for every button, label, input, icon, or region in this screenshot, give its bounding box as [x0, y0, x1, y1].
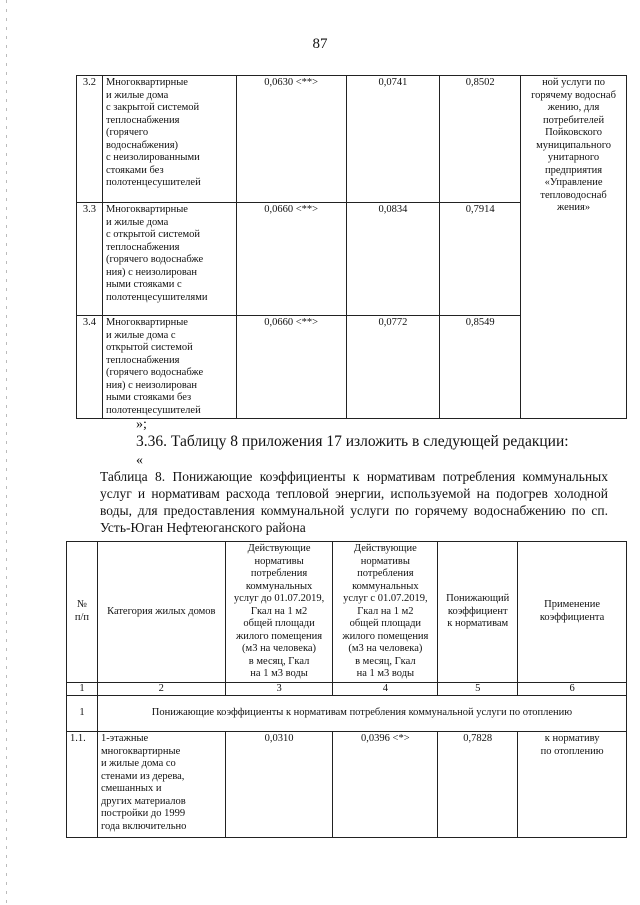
- norm-after: 0,0772: [346, 316, 440, 419]
- table-header-row: [67, 542, 627, 683]
- norm-after: 0,0834: [346, 203, 440, 316]
- table-row: [67, 732, 627, 838]
- column-number: 6: [518, 682, 627, 696]
- row-number: 1.1.: [67, 732, 98, 838]
- header-number: № п/п: [67, 542, 98, 683]
- header-category: Категория жилых домов: [97, 542, 225, 683]
- header-norm-before: Действующие нормативы потребления коммунальных услуг до 01.07.2019, Гкал на 1 м2 общей площади жилого помещения (м3 на человека) в месяц, Гкал на 1 м3 воды: [225, 542, 333, 683]
- header-norm-after: Действующие нормативы потребления коммунальных услуг с 01.07.2019, Гкал на 1 м2 общей площади жилого помещения (м3 на человека) в месяц, Гкал на 1 м3 воды: [333, 542, 438, 683]
- reduction-coefficient: 0,8502: [440, 76, 521, 203]
- coefficient-application: ной услуги по горячему водоснаб жению, для потребителей Пойковского муниципального унитарного предприятия «Управление тепловодоснаб жения»: [521, 76, 627, 419]
- coefficient-application: к нормативу по отоплению: [518, 732, 627, 838]
- header-coefficient: Понижающий коэффициент к нормативам: [438, 542, 518, 683]
- section-row: [67, 696, 627, 732]
- binder-edge: [6, 0, 7, 905]
- table-continuation: [76, 75, 627, 419]
- column-number: 4: [333, 682, 438, 696]
- norm-after: 0,0741: [346, 76, 440, 203]
- norm-before: 0,0660 <**>: [236, 316, 346, 419]
- norm-before: 0,0310: [225, 732, 333, 838]
- row-number: 3.4: [77, 316, 103, 419]
- reduction-coefficient: 0,8549: [440, 316, 521, 419]
- column-number: 1: [67, 682, 98, 696]
- reduction-coefficient: 0,7914: [440, 203, 521, 316]
- closing-quote: »;: [136, 417, 147, 432]
- column-number: 2: [97, 682, 225, 696]
- table-8: [66, 541, 627, 838]
- row-number: 3.2: [77, 76, 103, 203]
- amendment-heading: 3.36. Таблицу 8 приложения 17 изложить в следующей редакции:: [136, 433, 569, 450]
- norm-before: 0,0630 <**>: [236, 76, 346, 203]
- table-caption: Таблица 8. Понижающие коэффициенты к нормативам потребления коммунальных услуг и нормативам расхода тепловой энергии, используемой на подогрев холодной воды, для предоставления коммунальной услуги по горячему водоснабжению по сп. Усть-Юган Нефтеюганского района: [100, 469, 608, 535]
- housing-category: Многоквартирные и жилые дома с открытой системой теплоснабжения (горячего водоснабже ния) с неизолирован ными стояками без полотенцесушителей: [102, 316, 236, 419]
- row-number: 3.3: [77, 203, 103, 316]
- norm-before: 0,0660 <**>: [236, 203, 346, 316]
- column-number-row: [67, 682, 627, 696]
- column-number: 3: [225, 682, 333, 696]
- housing-category: Многоквартирные и жилые дома с закрытой системой теплоснабжения (горячего водоснабжения) с неизолированными стояками без полотенцесушителей: [102, 76, 236, 203]
- section-number: 1: [67, 696, 98, 732]
- opening-quote: «: [136, 453, 143, 468]
- header-application: Применение коэффициента: [518, 542, 627, 683]
- column-number: 5: [438, 682, 518, 696]
- norm-after: 0,0396 <*>: [333, 732, 438, 838]
- housing-category: 1-этажные многоквартирные и жилые дома со стенами из дерева, смешанных и других материалов постройки до 1999 года включительно: [97, 732, 225, 838]
- reduction-coefficient: 0,7828: [438, 732, 518, 838]
- housing-category: Многоквартирные и жилые дома с открытой системой теплоснабжения (горячего водоснабже ния) с неизолирован ными стояками с полотенцесушителями: [102, 203, 236, 316]
- page-number: 87: [312, 36, 328, 52]
- table-row: [77, 76, 627, 203]
- section-title: Понижающие коэффициенты к нормативам потребления коммунальной услуги по отоплению: [97, 696, 626, 732]
